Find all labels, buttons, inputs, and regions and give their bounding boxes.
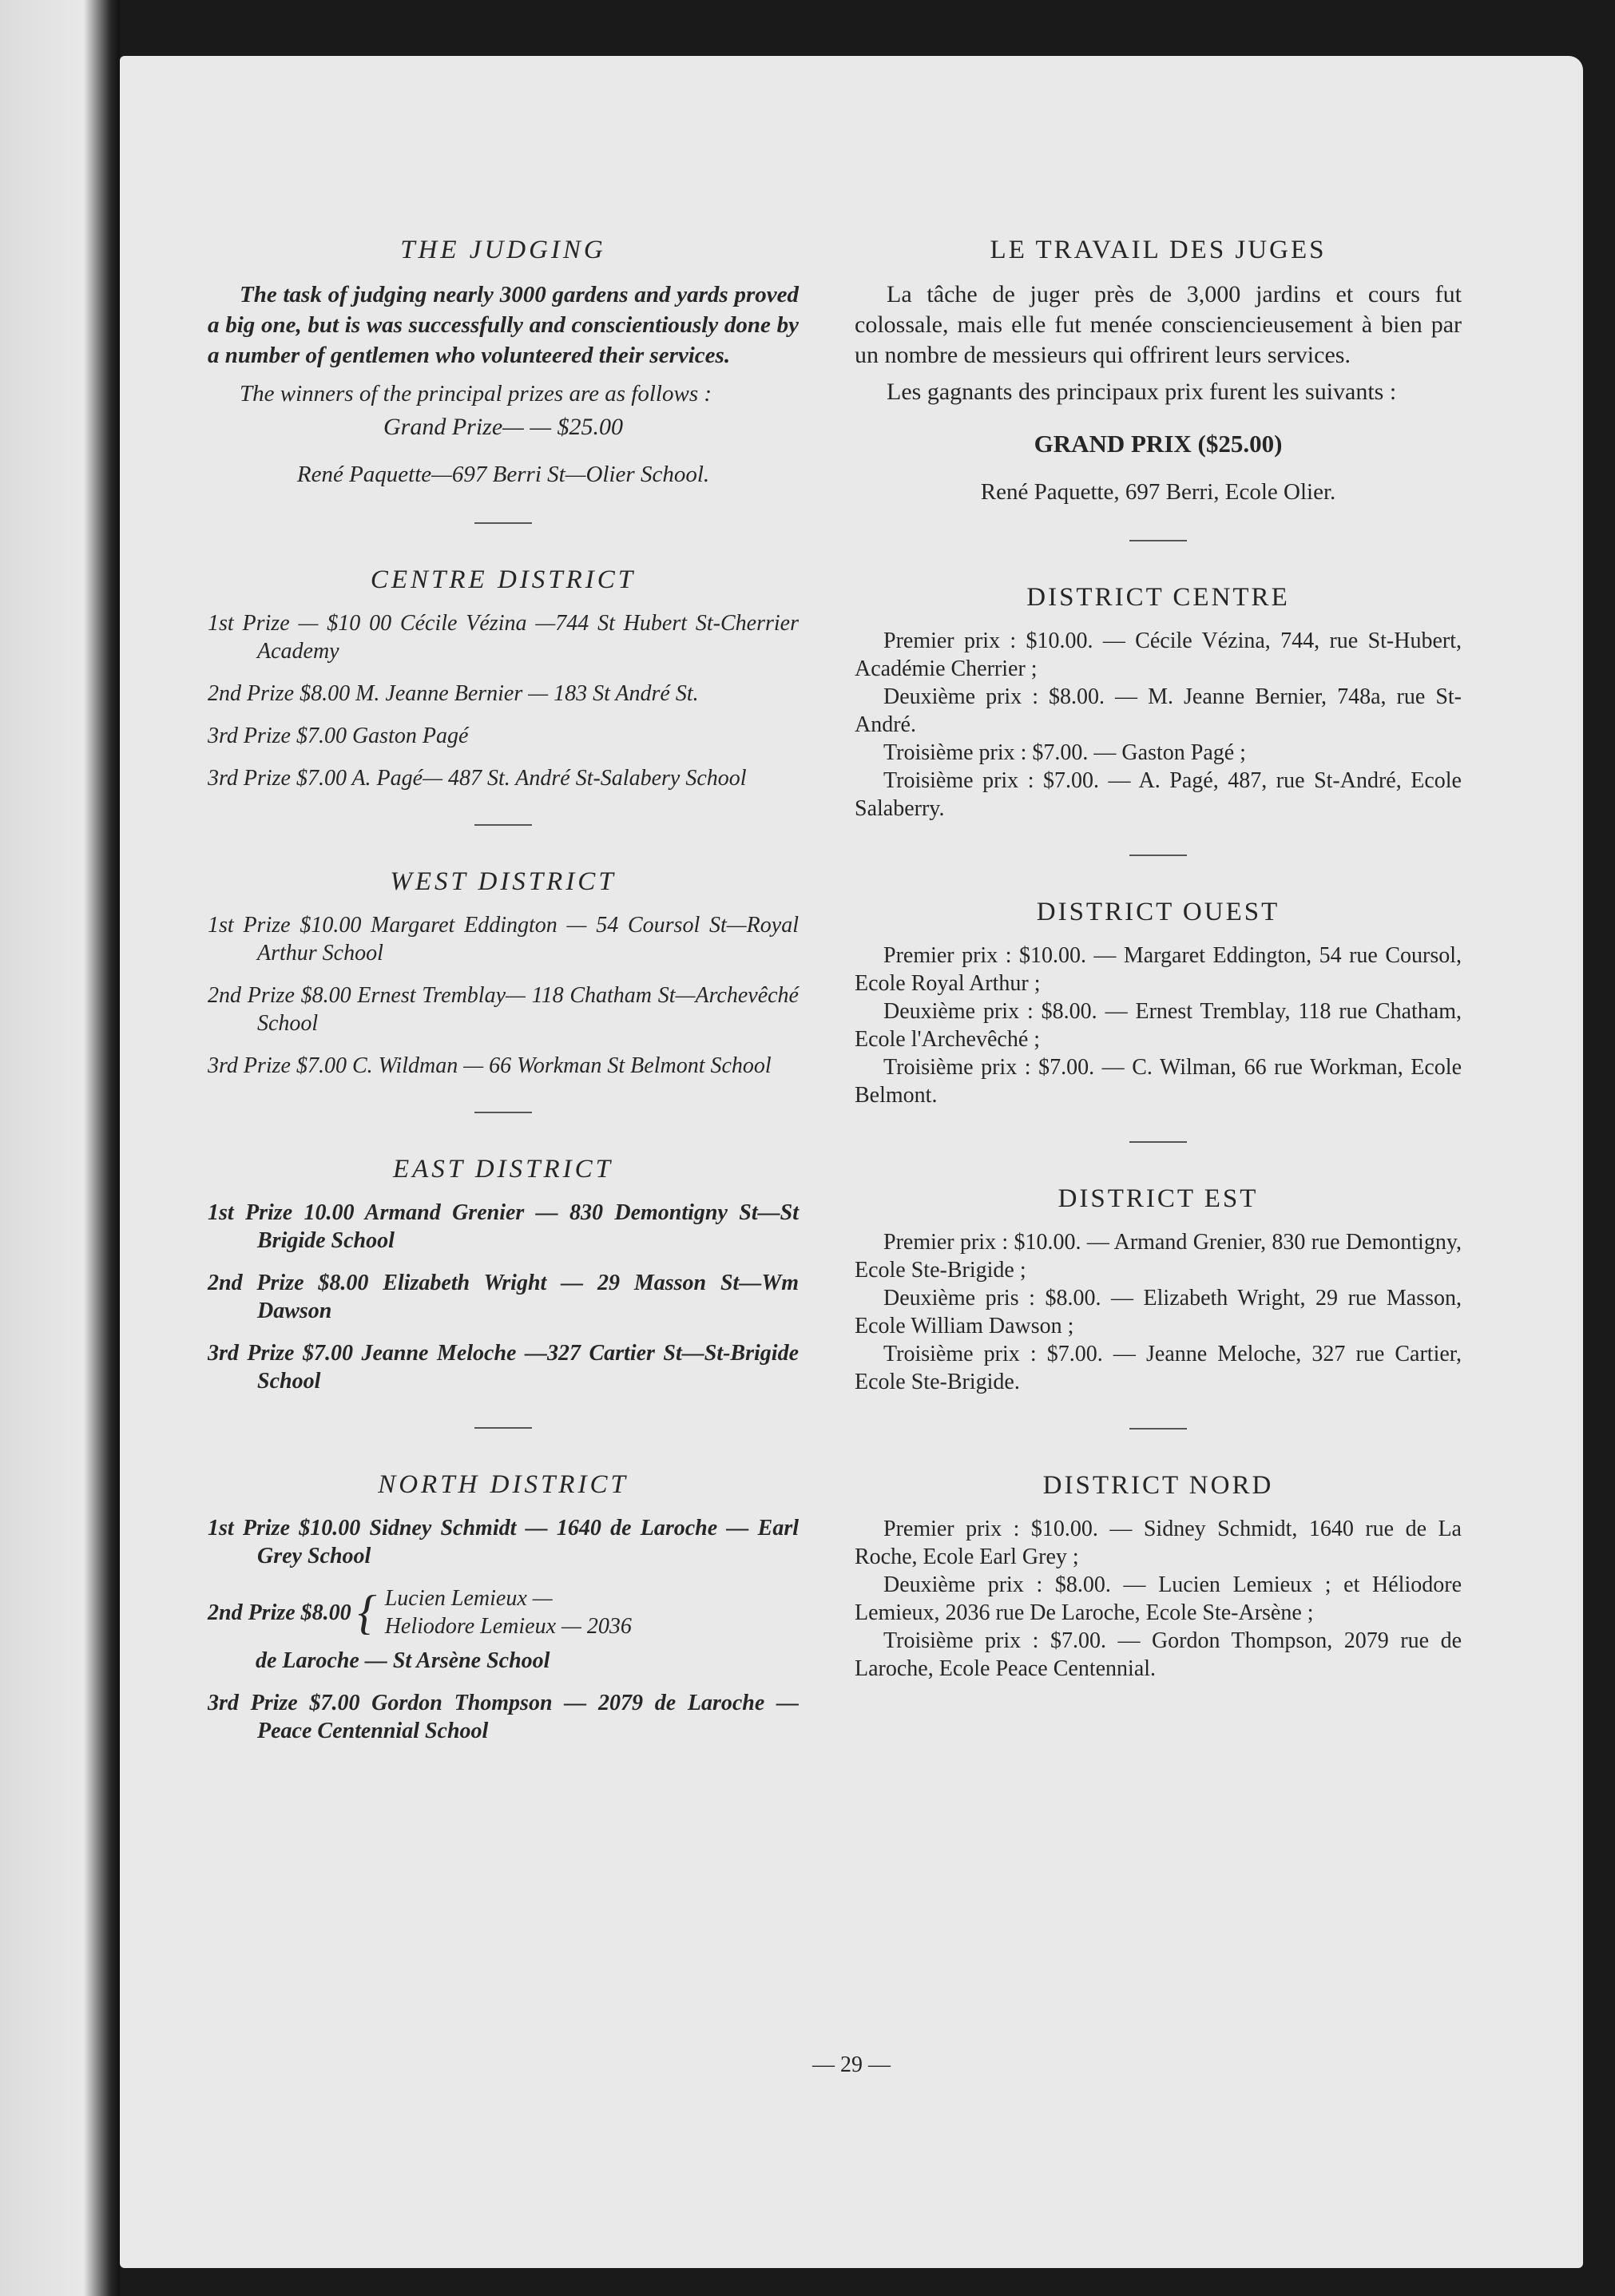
north-second-line3-en: de Laroche — St Arsène School bbox=[256, 1648, 550, 1673]
west-heading-en: WEST DISTRICT bbox=[390, 867, 617, 896]
west-entry-fr: Premier prix : $10.00. — Margaret Eddington, 54 rue Coursol, Ecole Royal Arthur ; bbox=[855, 943, 1462, 996]
centre-entry-fr: Troisième prix : $7.00. — A. Pagé, 487, rue St-André, Ecole Salaberry. bbox=[855, 768, 1462, 821]
judging-heading-en: THE JUDGING bbox=[400, 236, 606, 264]
centre-entry-en: 3rd Prize $7.00 Gaston Pagé bbox=[208, 724, 469, 748]
english-column bbox=[208, 236, 799, 1759]
divider bbox=[474, 824, 532, 826]
north-second-prize-en bbox=[208, 1584, 799, 1640]
west-entry-en: 2nd Prize $8.00 Ernest Tremblay— 118 Chatham St—Archevêché School bbox=[208, 983, 799, 1036]
brace-glyph: { bbox=[357, 1586, 377, 1639]
north-entry-fr: Troisième prix : $7.00. — Gordon Thompson, 2079 rue de Laroche, Ecole Peace Centennial. bbox=[855, 1628, 1462, 1681]
north-entry-fr: Deuxième prix : $8.00. — Lucien Lemieux ; et Héliodore Lemieux, 2036 rue De Laroche, Ecole Ste-Arsène ; bbox=[855, 1572, 1462, 1625]
french-column bbox=[855, 236, 1462, 1683]
centre-entry-en: 3rd Prize $7.00 A. Pagé— 487 St. André St-Salabery School bbox=[208, 766, 747, 791]
north-second-line1-en: Lucien Lemieux — bbox=[384, 1586, 553, 1611]
north-entry-fr: Premier prix : $10.00. — Sidney Schmidt, 1640 rue de La Roche, Ecole Earl Grey ; bbox=[855, 1517, 1462, 1569]
north-second-names-en bbox=[385, 1584, 632, 1640]
east-entry-fr: Troisième prix : $7.00. — Jeanne Meloche, 327 rue Cartier, Ecole Ste-Brigide. bbox=[855, 1342, 1462, 1394]
judging-intro-fr: La tâche de juger près de 3,000 jardins et cours fut colossale, mais elle fut menée consciencieusement à bien par un nombre de messieurs qui offrirent leurs services. bbox=[855, 281, 1462, 368]
east-entry-en: 3rd Prize $7.00 Jeanne Meloche —327 Cartier St—St-Brigide School bbox=[208, 1341, 799, 1394]
north-second-label-en: 2nd Prize $8.00 bbox=[208, 1600, 351, 1625]
divider bbox=[1129, 540, 1187, 541]
north-second-line2-en: Heliodore Lemieux — 2036 bbox=[384, 1614, 632, 1639]
divider bbox=[474, 1427, 532, 1429]
east-heading-fr: DISTRICT EST bbox=[1057, 1184, 1259, 1213]
grand-winner-fr: René Paquette, 697 Berri, Ecole Olier. bbox=[980, 479, 1336, 505]
north-entry-en: 1st Prize $10.00 Sidney Schmidt — 1640 de Laroche — Earl Grey School bbox=[208, 1516, 799, 1568]
west-heading-fr: DISTRICT OUEST bbox=[1036, 898, 1280, 926]
document-page bbox=[120, 56, 1583, 2268]
centre-entry-fr: Deuxième prix : $8.00. — M. Jeanne Bernier, 748a, rue St-André. bbox=[855, 684, 1462, 737]
centre-heading-fr: DISTRICT CENTRE bbox=[1026, 583, 1290, 612]
centre-entry-fr: Premier prix : $10.00. — Cécile Vézina, 744, rue St-Hubert, Académie Cherrier ; bbox=[855, 629, 1462, 681]
east-entry-fr: Deuxième pris : $8.00. — Elizabeth Wright, 29 rue Masson, Ecole William Dawson ; bbox=[855, 1286, 1462, 1338]
west-entry-fr: Deuxième prix : $8.00. — Ernest Tremblay, 118 rue Chatham, Ecole l'Archevêché ; bbox=[855, 999, 1462, 1052]
north-entry-en: 3rd Prize $7.00 Gordon Thompson — 2079 de Laroche — Peace Centennial School bbox=[208, 1691, 799, 1743]
east-heading-en: EAST DISTRICT bbox=[392, 1155, 613, 1184]
divider bbox=[1129, 855, 1187, 856]
west-entry-fr: Troisième prix : $7.00. — C. Wilman, 66 rue Workman, Ecole Belmont. bbox=[855, 1055, 1462, 1108]
centre-entry-fr: Troisième prix : $7.00. — Gaston Pagé ; bbox=[883, 740, 1246, 765]
judging-heading-fr: LE TRAVAIL DES JUGES bbox=[990, 236, 1327, 264]
grand-prize-en: Grand Prize— — $25.00 bbox=[383, 414, 623, 440]
judging-intro-en: The task of judging nearly 3000 gardens and yards proved a big one, but is was successfully and conscientiously done by a number of gentlemen who volunteered their services. bbox=[208, 282, 799, 368]
divider bbox=[474, 1112, 532, 1113]
winners-intro-en: The winners of the principal prizes are as follows : bbox=[240, 381, 712, 406]
north-heading-fr: DISTRICT NORD bbox=[1042, 1471, 1274, 1500]
east-entry-en: 1st Prize 10.00 Armand Grenier — 830 Demontigny St—St Brigide School bbox=[208, 1200, 799, 1253]
east-entry-en: 2nd Prize $8.00 Elizabeth Wright — 29 Masson St—Wm Dawson bbox=[208, 1271, 799, 1323]
left-page-edge bbox=[0, 0, 120, 2296]
centre-heading-en: CENTRE DISTRICT bbox=[370, 565, 637, 594]
centre-entry-en: 1st Prize — $10 00 Cécile Vézina —744 St Hubert St-Cherrier Academy bbox=[208, 611, 799, 664]
grand-prize-fr: GRAND PRIX ($25.00) bbox=[1034, 430, 1283, 458]
winners-intro-fr: Les gagnants des principaux prix furent les suivants : bbox=[887, 379, 1397, 405]
centre-entry-en: 2nd Prize $8.00 M. Jeanne Bernier — 183 St André St. bbox=[208, 681, 699, 706]
page-number: — 29 — bbox=[812, 2052, 891, 2077]
divider bbox=[474, 522, 532, 524]
west-entry-en: 3rd Prize $7.00 C. Wildman — 66 Workman St Belmont School bbox=[208, 1053, 772, 1078]
east-entry-fr: Premier prix : $10.00. — Armand Grenier, 830 rue Demontigny, Ecole Ste-Brigide ; bbox=[855, 1230, 1462, 1283]
divider bbox=[1129, 1428, 1187, 1430]
divider bbox=[1129, 1141, 1187, 1143]
west-entry-en: 1st Prize $10.00 Margaret Eddington — 54 Coursol St—Royal Arthur School bbox=[208, 913, 799, 966]
north-heading-en: NORTH DISTRICT bbox=[378, 1470, 629, 1499]
grand-winner-en: René Paquette—697 Berri St—Olier School. bbox=[296, 462, 710, 487]
